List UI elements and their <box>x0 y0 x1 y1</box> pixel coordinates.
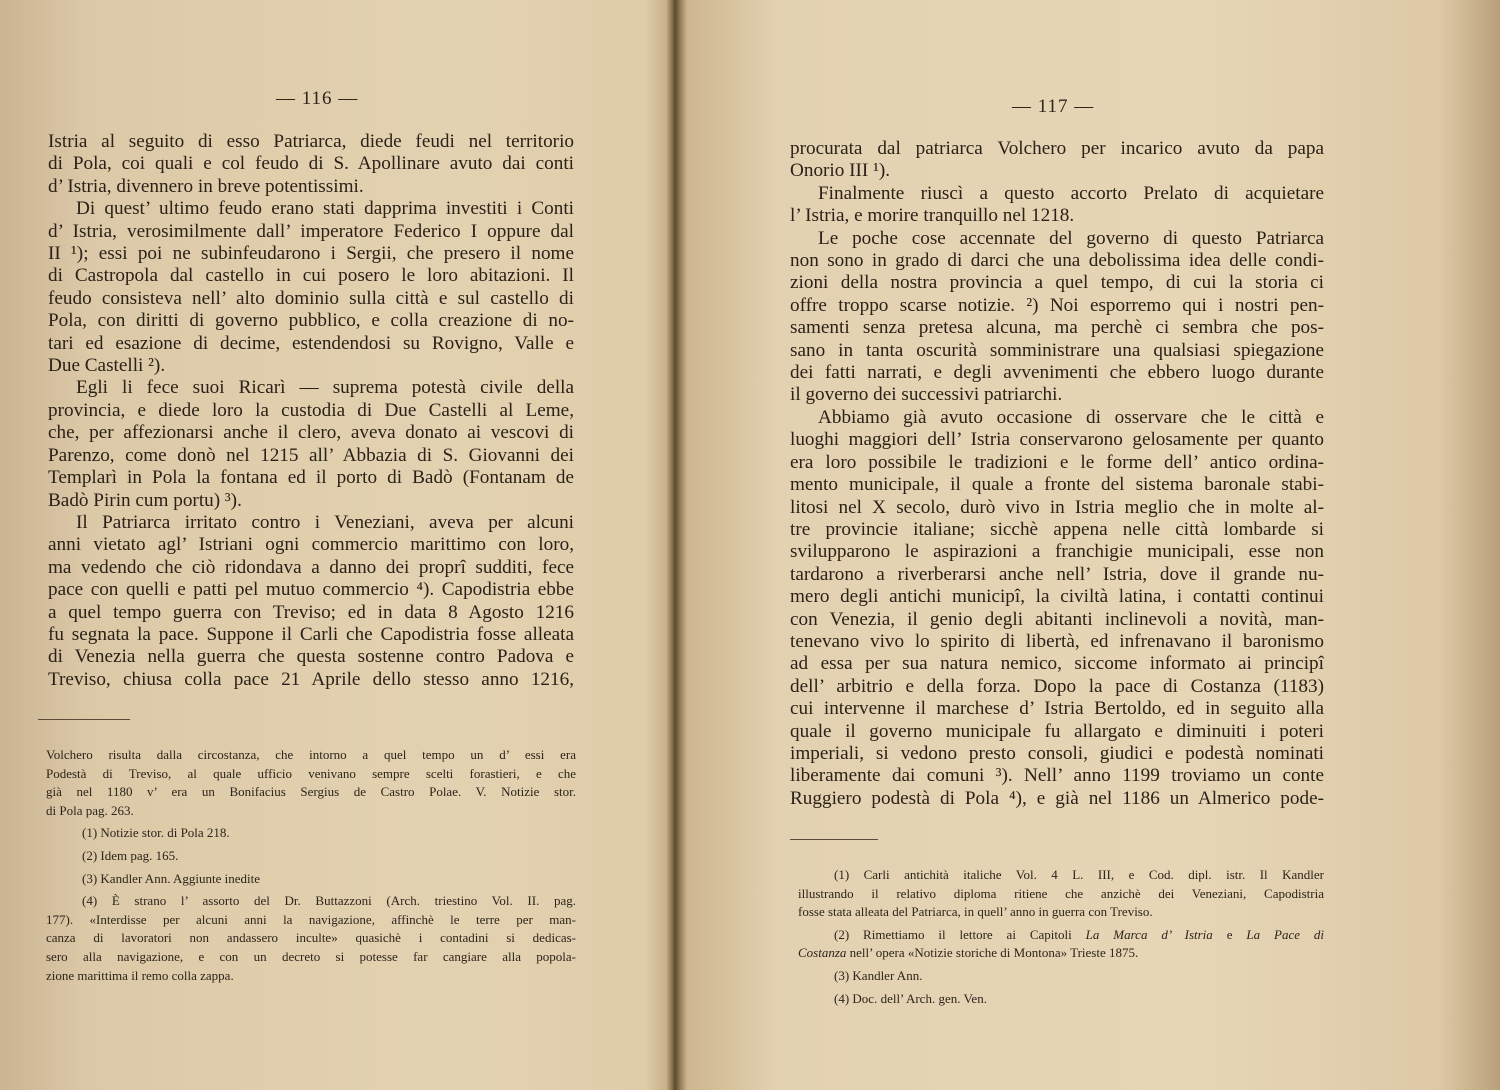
text-line: anni vietato agl’ Istriani ogni commercio marittimo con loro, <box>48 534 574 556</box>
footnote-text: nell’ opera «Notizie storiche di Montona» Trieste 1875. <box>849 945 1139 961</box>
body-text <box>790 138 1324 810</box>
footnote-rule <box>790 839 878 840</box>
footnote-2 <box>798 926 1324 945</box>
footnote-3: (3) Kandler Ann. Aggiunte inedite <box>82 870 260 886</box>
footnote-rule <box>38 719 130 720</box>
footnote-line: Podestà di Treviso, al quale ufficio venivano sempre scelti forastieri, e che <box>46 765 576 781</box>
text-line: a quel tempo guerra con Treviso; ed in data 8 Agosto 1216 <box>48 601 574 623</box>
footnote-line <box>798 944 1324 963</box>
text-line: non sono in grado di darci che una debolissima idea delle condi- <box>790 250 1324 272</box>
footnote-line: canza di lavoratori non andassero inculte» quasichè i contadini si dedicas- <box>46 930 576 946</box>
text-line: tenevano vivo lo spirito di libertà, ed infrenavano il baronismo <box>790 630 1324 652</box>
text-line: fu segnata la pace. Suppone il Carli che Capodistria fosse alleata <box>48 623 574 645</box>
footnote-line: Volchero risulta dalla circostanza, che intorno a quel tempo un d’ essi era <box>46 747 576 762</box>
text-line: feudo consisteva nell’ alto dominio sulla città e sul castello di <box>48 287 574 309</box>
text-line: Badò Pirin cum portu) ³). <box>48 489 242 511</box>
text-line: svilupparono le aspirazioni a franchigie municipali, esse non <box>790 541 1324 563</box>
text-line: Pola, con diritti di governo pubblico, e colla creazione di no- <box>48 310 574 332</box>
text-line: che, per affezionarsi anche il clero, aveva donato ai vescovi di <box>48 422 574 444</box>
text-line: mento municipale, il quale a fronte del sistema baronale stabi- <box>790 474 1324 496</box>
footnote-line: sero alla navigazione, e con un decreto si potesse far cangiare alla popola- <box>46 948 576 964</box>
text-line: provincia, e diede loro la custodia di Due Castelli al Leme, <box>48 399 574 421</box>
text-line: offre troppo scarse notizie. ²) Noi esporremo qui i nostri pen- <box>790 294 1324 316</box>
text-line: Istria al seguito di esso Patriarca, diede feudi nel territorio <box>48 131 574 152</box>
text-line: dell’ arbitrio e della forza. Dopo la pace di Costanza (1183) <box>790 675 1324 697</box>
chapter-title: La Pace di <box>1246 926 1325 942</box>
text-line: quale il governo municipale fu allargato e diminuiti i poteri <box>790 720 1324 742</box>
footnote-4: (4) È strano l’ assorto del Dr. Buttazzoni (Arch. triestino Vol. II. pag. <box>82 893 576 909</box>
text-line: il governo dei successivi patriarchi. <box>790 384 1063 406</box>
footnote-1: (1) Carli antichità italiche Vol. 4 L. III, e Cod. dipl. istr. Il Kandler <box>834 867 1324 882</box>
page-number: — 116 — <box>276 88 359 109</box>
text-line: Egli li fece suoi Ricarì — suprema potestà civile della <box>76 377 574 399</box>
text-line: era loro possibile le tradizioni e le forme dell’ antico ordina- <box>790 451 1324 473</box>
text-line: Onorio III ¹). <box>790 160 891 182</box>
text-line: liberamente dai comuni ³). Nell’ anno 1199 troviamo un conte <box>790 765 1324 787</box>
text-line: Di quest’ ultimo feudo erano stati dapprima investiti i Conti <box>76 198 574 220</box>
text-line: Parenzo, come donò nel 1215 all’ Abbazia di S. Giovanni dei <box>48 444 574 466</box>
body-text <box>48 131 574 691</box>
footnote-line: zione marittima il remo colla zappa. <box>46 967 234 983</box>
text-line: di Venezia nella guerra che questa sostenne contro Padova e <box>48 646 574 668</box>
text-line: zioni della nostra provincia a quel tempo, di cui la storia ci <box>790 272 1324 294</box>
text-line: cui intervenne il marchese d’ Istria Bertoldo, ed in seguito alla <box>790 698 1324 720</box>
text-line: procurata dal patriarca Volchero per incarico avuto da papa <box>790 138 1324 159</box>
text-line: ad essa per sua natura nemico, siccome informato ai principî <box>790 653 1324 675</box>
footnote-1: (1) Notizie stor. di Pola 218. <box>82 825 230 841</box>
text-line: tre provincie italiane; sicchè appena nelle città lombarde si <box>790 518 1324 540</box>
text-line: ma vedendo che ciò ridondava a danno dei proprî sudditi, fece <box>48 556 574 578</box>
footnote-3: (3) Kandler Ann. <box>834 967 923 983</box>
text-line: luoghi maggiori dell’ Istria conservarono gelosamente per quanto <box>790 429 1324 451</box>
footnotes <box>798 862 1324 1008</box>
text-line: mero degli antichi municipî, la civiltà latina, i contatti continui <box>790 586 1324 608</box>
page-number: — 117 — <box>1012 96 1095 117</box>
text-line: litosi nel X secolo, durò vivo in Istria meglio che in molte al- <box>790 496 1324 518</box>
text-line: d’ Istria, verosimilmente dall’ imperatore Federico I oppure dal <box>48 220 574 242</box>
footnote-text: e <box>1226 926 1233 942</box>
text-line: di Castropola dal castello in cui posero le loro abitazioni. Il <box>48 265 574 287</box>
text-line: tari ed esazione di decime, estendendosi su Rovigno, Valle e <box>48 332 574 354</box>
footnote-line: illustrando il relativo diploma ritiene che anzichè dei Veneziani, Capodistria <box>798 885 1324 901</box>
footnote-line: 177). «Interdisse per alcuni anni la navigazione, affinchè le terre per man- <box>46 911 576 927</box>
right-page <box>676 0 1500 1090</box>
text-line: Due Castelli ²). <box>48 355 166 377</box>
left-page <box>0 0 668 1090</box>
footnote-2: (2) Idem pag. 165. <box>82 847 179 863</box>
footnote-line: già nel 1180 v’ era un Bonifacius Sergius de Castro Polae. V. Notizie stor. <box>46 784 576 800</box>
text-line: Templarì in Pola la fontana ed il porto di Badò (Fontanam de <box>48 467 574 489</box>
text-line: Finalmente riuscì a questo accorto Prelato di acquietare <box>818 182 1324 204</box>
text-line: sano in tanta oscurità somministrare una qualsiasi spiegazione <box>790 339 1324 361</box>
text-line: samenti senza pretesa alcuna, ma perchè ci sembra che pos- <box>790 317 1324 339</box>
text-line: d’ Istria, divennero in breve potentissimi. <box>48 175 364 197</box>
text-line: Ruggiero podestà di Pola ⁴), e già nel 1186 un Almerico pode- <box>790 787 1324 809</box>
text-line: Le poche cose accennate del governo di questo Patriarca <box>818 227 1324 249</box>
text-line: Il Patriarca irritato contro i Veneziani, aveva per alcuni <box>76 511 574 533</box>
chapter-title: Costanza <box>798 945 847 961</box>
text-line: imperiali, si vedono presto consoli, giudici e podestà nominati <box>790 742 1324 764</box>
text-line: tardarono a riverberarsi anche nell’ Istria, dove il grande nu- <box>790 563 1324 585</box>
footnote-text: (2) Rimettiamo il lettore ai Capitoli <box>834 926 1072 942</box>
text-line: Treviso, chiusa colla pace 21 Aprile dello stesso anno 1216, <box>48 668 574 690</box>
text-line: con Venezia, il genio degli abitanti inclinevoli a novità, man- <box>790 608 1324 630</box>
text-line: dei fatti narrati, e degli avvenimenti che ebbero luogo durante <box>790 362 1324 384</box>
text-line: Abbiamo già avuto occasione di osservare che le città e <box>818 406 1324 428</box>
text-line: l’ Istria, e morire tranquillo nel 1218. <box>790 205 1075 227</box>
text-line: pace con quelli e patti pel mutuo commercio ⁴). Capodistria ebbe <box>48 579 574 601</box>
text-line: II ¹); essi poi ne subinfeudarono i Sergii, che presero il nome <box>48 243 574 265</box>
footnote-4: (4) Doc. dell’ Arch. gen. Ven. <box>834 990 987 1006</box>
footnote-line: di Pola pag. 263. <box>46 802 134 818</box>
text-line: di Pola, coi quali e col feudo di S. Apollinare avuto dai conti <box>48 153 574 175</box>
chapter-title: La Marca d’ Istria <box>1085 926 1213 942</box>
footnotes <box>46 746 576 985</box>
footnote-line: fosse stata alleata del Patriarca, in quell’ anno in guerra con Treviso. <box>798 904 1153 920</box>
